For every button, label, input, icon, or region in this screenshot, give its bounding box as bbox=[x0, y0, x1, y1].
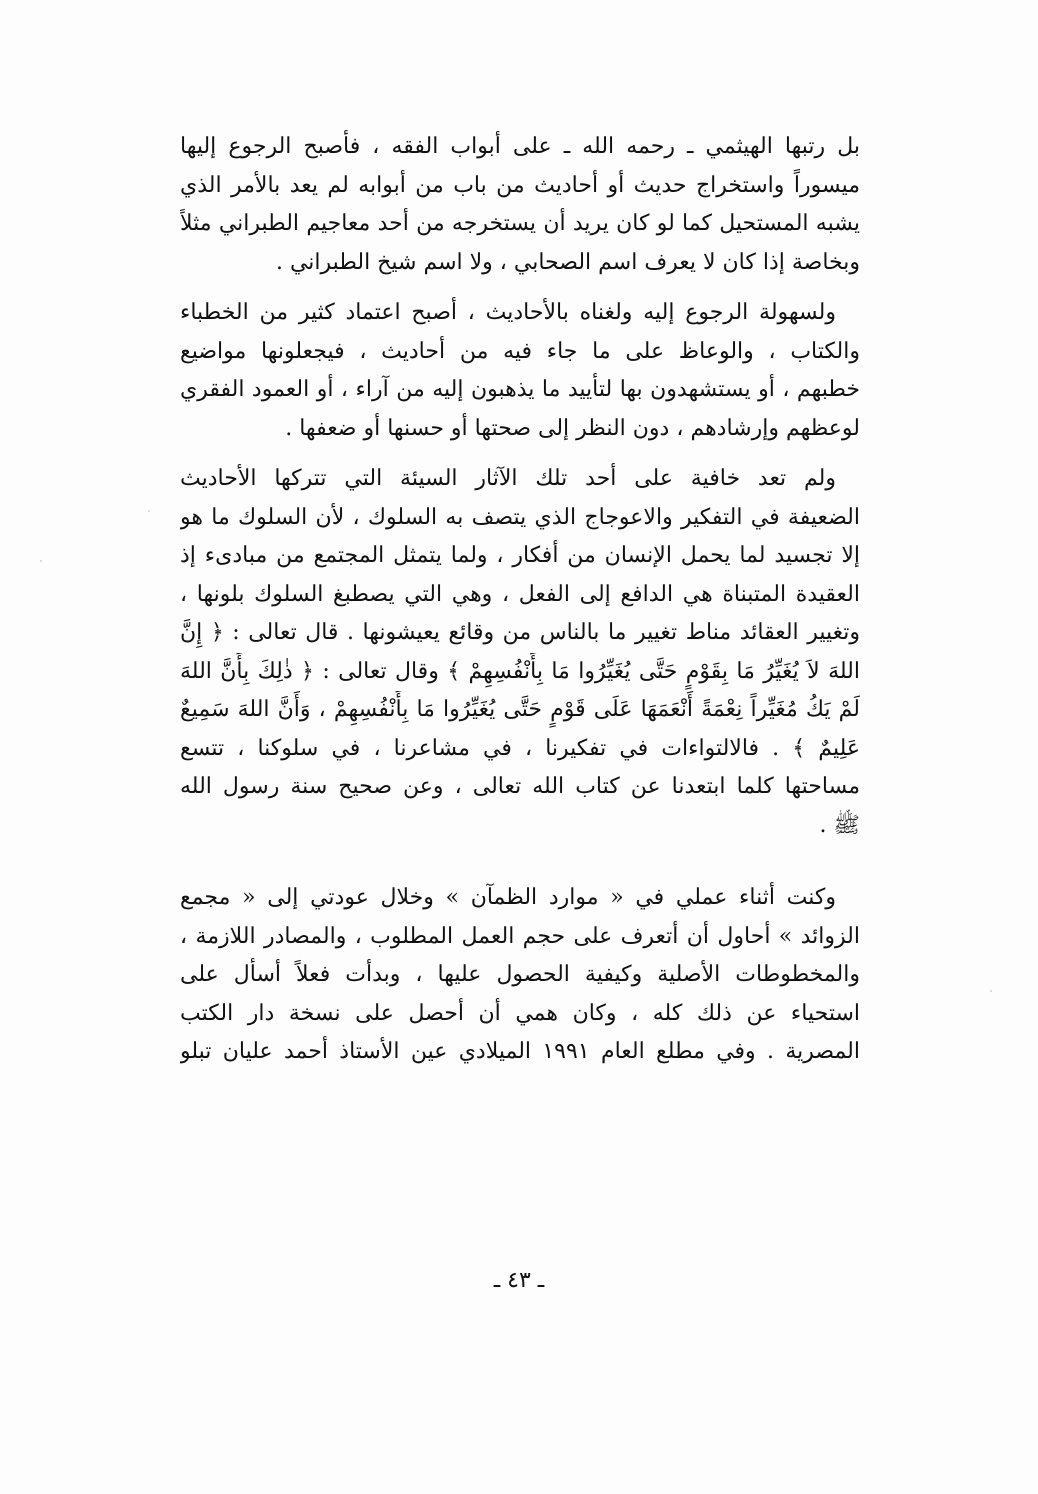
text-line: الزوائد » أحاول أن أتعرف على حجم العمل المطلوب ، والمصادر اللازمة ، bbox=[180, 923, 860, 949]
text-line: مساحتها كلما ابتعدنا عن كتاب الله تعالى ، وعن صحيح سنة رسول الله bbox=[180, 774, 860, 799]
text-line: والكتاب ، والوعاظ على ما جاء فيه من أحاديث ، فيجعلونها مواضيع bbox=[180, 338, 860, 364]
scan-speck bbox=[40, 560, 42, 562]
paragraph-3 bbox=[180, 460, 860, 845]
paragraph-spacer bbox=[180, 282, 860, 294]
text-line: والمخطوطات الأصلية وكيفية الحصول عليها ، وبدأت فعلاً أسأل على bbox=[180, 962, 860, 987]
text-line: وبخاصة إذا كان لا يعرف اسم الصحابي ، ولا اسم شيخ الطبراني . bbox=[275, 249, 860, 275]
paragraph-4 bbox=[180, 879, 860, 1072]
scan-speck bbox=[148, 510, 150, 512]
paragraph-spacer bbox=[180, 845, 860, 879]
quran-verse-line: لَمْ يَكُ مُغَيِّراً نِعْمَةً أَنْعَمَهَا عَلَى قَوْمٍ حَتَّى يُغَيِّرُوا مَا بِأَنْفُسِهِمْ ، وَأَنَّ اللهَ سَمِيعٌ bbox=[180, 697, 860, 722]
text-line: ولسهولة الرجوع إليه ولغناه بالأحاديث ، أصبح اعتماد كثير من الخطباء bbox=[180, 300, 836, 325]
text-line: ولم تعد خافية على أحد تلك الآثار السيئة التي تتركها الأحاديث bbox=[180, 466, 836, 491]
scan-speck bbox=[990, 990, 992, 992]
text-line: خطبهم ، أو يستشهدون بها لتأييد ما يذهبون إليه من آراء ، أو العمود الفقري bbox=[180, 377, 860, 402]
body-text bbox=[180, 128, 860, 1072]
text-line: عَلِيمٌ ﴾ . فالالتواءات في تفكيرنا ، في مشاعرنا ، في سلوكنا ، تتسع bbox=[180, 735, 860, 761]
text-line: إلا تجسيد لما يحمل الإنسان من أفكار ، ولما يتمثل المجتمع من مبادىء إذ bbox=[180, 543, 860, 568]
text-line: ﷺ . bbox=[819, 812, 860, 838]
paragraph-spacer bbox=[180, 448, 860, 460]
text-line: يشبه المستحيل كما لو كان يريد أن يستخرجه من أحد معاجيم الطبراني مثلاً bbox=[180, 211, 860, 236]
text-line: العقيدة المتبناة هي الدافع إلى الفعل ، وهي التي يصطبغ السلوك بلونها ، bbox=[180, 581, 860, 607]
text-line: الضعيفة في التفكير والاعوجاج الذي يتصف به السلوك ، لأن السلوك ما هو bbox=[180, 504, 860, 530]
quran-verse-line: اللهَ لاَ يُغَيِّرُ مَا بِقَوْمٍ حَتَّى يُغَيِّرُوا مَا بِأَنْفُسِهِمْ ﴾ وقال تعالى : ﴿ ذٰلِكَ بِأَنَّ اللهَ bbox=[180, 658, 860, 684]
text-line: وتغيير العقائد مناط تغيير ما بالناس من وقائع يعيشونها . قال تعالى : ﴿ إِنَّ bbox=[180, 620, 860, 645]
page-number: ـ ٤٣ ـ bbox=[493, 1268, 545, 1293]
paragraph-2 bbox=[180, 294, 860, 448]
text-line: بل رتبها الهيثمي ـ رحمه الله ـ على أبواب الفقه ، فأصبح الرجوع إليها bbox=[180, 134, 860, 159]
text-line: وكنت أثناء عملي في « موارد الظمآن » وخلال عودتي إلى « مجمع bbox=[180, 885, 836, 910]
paragraph-1 bbox=[180, 128, 860, 282]
text-line: ميسوراً واستخراج حديث أو أحاديث من باب من أبوابه لم يعد بالأمر الذي bbox=[180, 172, 860, 198]
text-line: المصرية . وفي مطلع العام ١٩٩١ الميلادي عين الأستاذ أحمد عليان تبلو bbox=[180, 1039, 860, 1064]
text-line: استحياء عن ذلك كله ، وكان همي أن أحصل على نسخة دار الكتب bbox=[180, 1000, 860, 1026]
text-line: لوعظهم وإرشادهم ، دون النظر إلى صحتها أو حسنها أو ضعفها . bbox=[285, 415, 860, 441]
